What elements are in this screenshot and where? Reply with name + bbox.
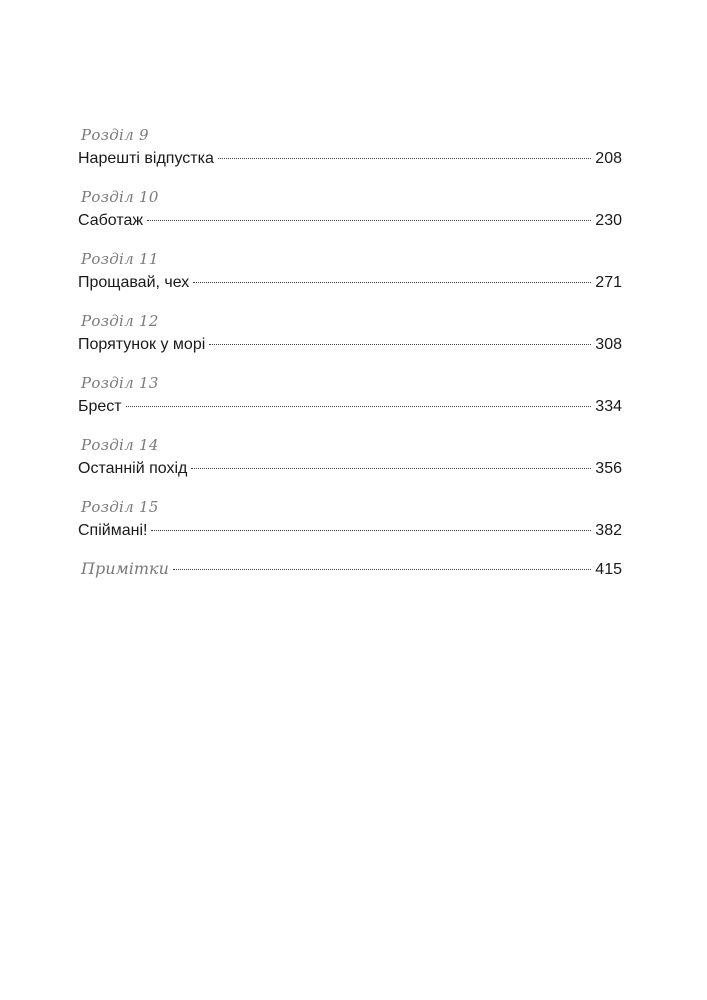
toc-entry-link[interactable] — [78, 148, 622, 170]
toc-notes-link[interactable] — [78, 558, 622, 581]
chapter-label: Розділ 15 — [81, 498, 159, 516]
page-number: 382 — [595, 522, 622, 539]
page-number: 356 — [595, 460, 622, 477]
toc-entry-link[interactable] — [78, 210, 622, 232]
toc-chapter-13 — [78, 372, 622, 434]
page-number: 208 — [595, 150, 622, 167]
notes-title: Примітки — [81, 559, 169, 578]
chapter-label: Розділ 11 — [81, 250, 159, 268]
toc-chapter-11 — [78, 248, 622, 310]
chapter-title: Порятунок у морі — [78, 336, 206, 353]
dot-leader — [147, 220, 591, 221]
toc-entry-link[interactable] — [78, 272, 622, 294]
toc-chapter-14 — [78, 434, 622, 496]
toc-chapter-10 — [78, 186, 622, 248]
toc-entry-link[interactable] — [78, 458, 622, 480]
dot-leader — [218, 158, 591, 159]
chapter-title: Останній похід — [78, 460, 188, 477]
table-of-contents — [78, 124, 622, 620]
chapter-label: Розділ 9 — [81, 126, 149, 144]
toc-chapter-9 — [78, 124, 622, 186]
dot-leader — [173, 569, 591, 570]
chapter-label: Розділ 10 — [81, 188, 159, 206]
dot-leader — [151, 530, 591, 531]
page-number: 308 — [595, 336, 622, 353]
chapter-title: Прощавай, чех — [78, 274, 190, 291]
chapter-label: Розділ 14 — [81, 436, 159, 454]
dot-leader — [209, 344, 591, 345]
toc-entry-link[interactable] — [78, 520, 622, 542]
toc-notes — [78, 558, 622, 620]
chapter-label: Розділ 12 — [81, 312, 159, 330]
dot-leader — [191, 468, 591, 469]
chapter-title: Спіймані! — [78, 522, 148, 539]
dot-leader — [193, 282, 591, 283]
page-number: 230 — [595, 212, 622, 229]
page-number: 271 — [595, 274, 622, 291]
toc-chapter-15 — [78, 496, 622, 558]
page-number: 415 — [595, 561, 622, 578]
toc-entry-link[interactable] — [78, 396, 622, 418]
chapter-label: Розділ 13 — [81, 374, 159, 392]
dot-leader — [126, 406, 592, 407]
page-number: 334 — [595, 398, 622, 415]
chapter-title: Саботаж — [78, 212, 144, 229]
chapter-title: Нарешті відпустка — [78, 150, 214, 167]
toc-chapter-12 — [78, 310, 622, 372]
toc-entry-link[interactable] — [78, 334, 622, 356]
chapter-title: Брест — [78, 398, 122, 415]
